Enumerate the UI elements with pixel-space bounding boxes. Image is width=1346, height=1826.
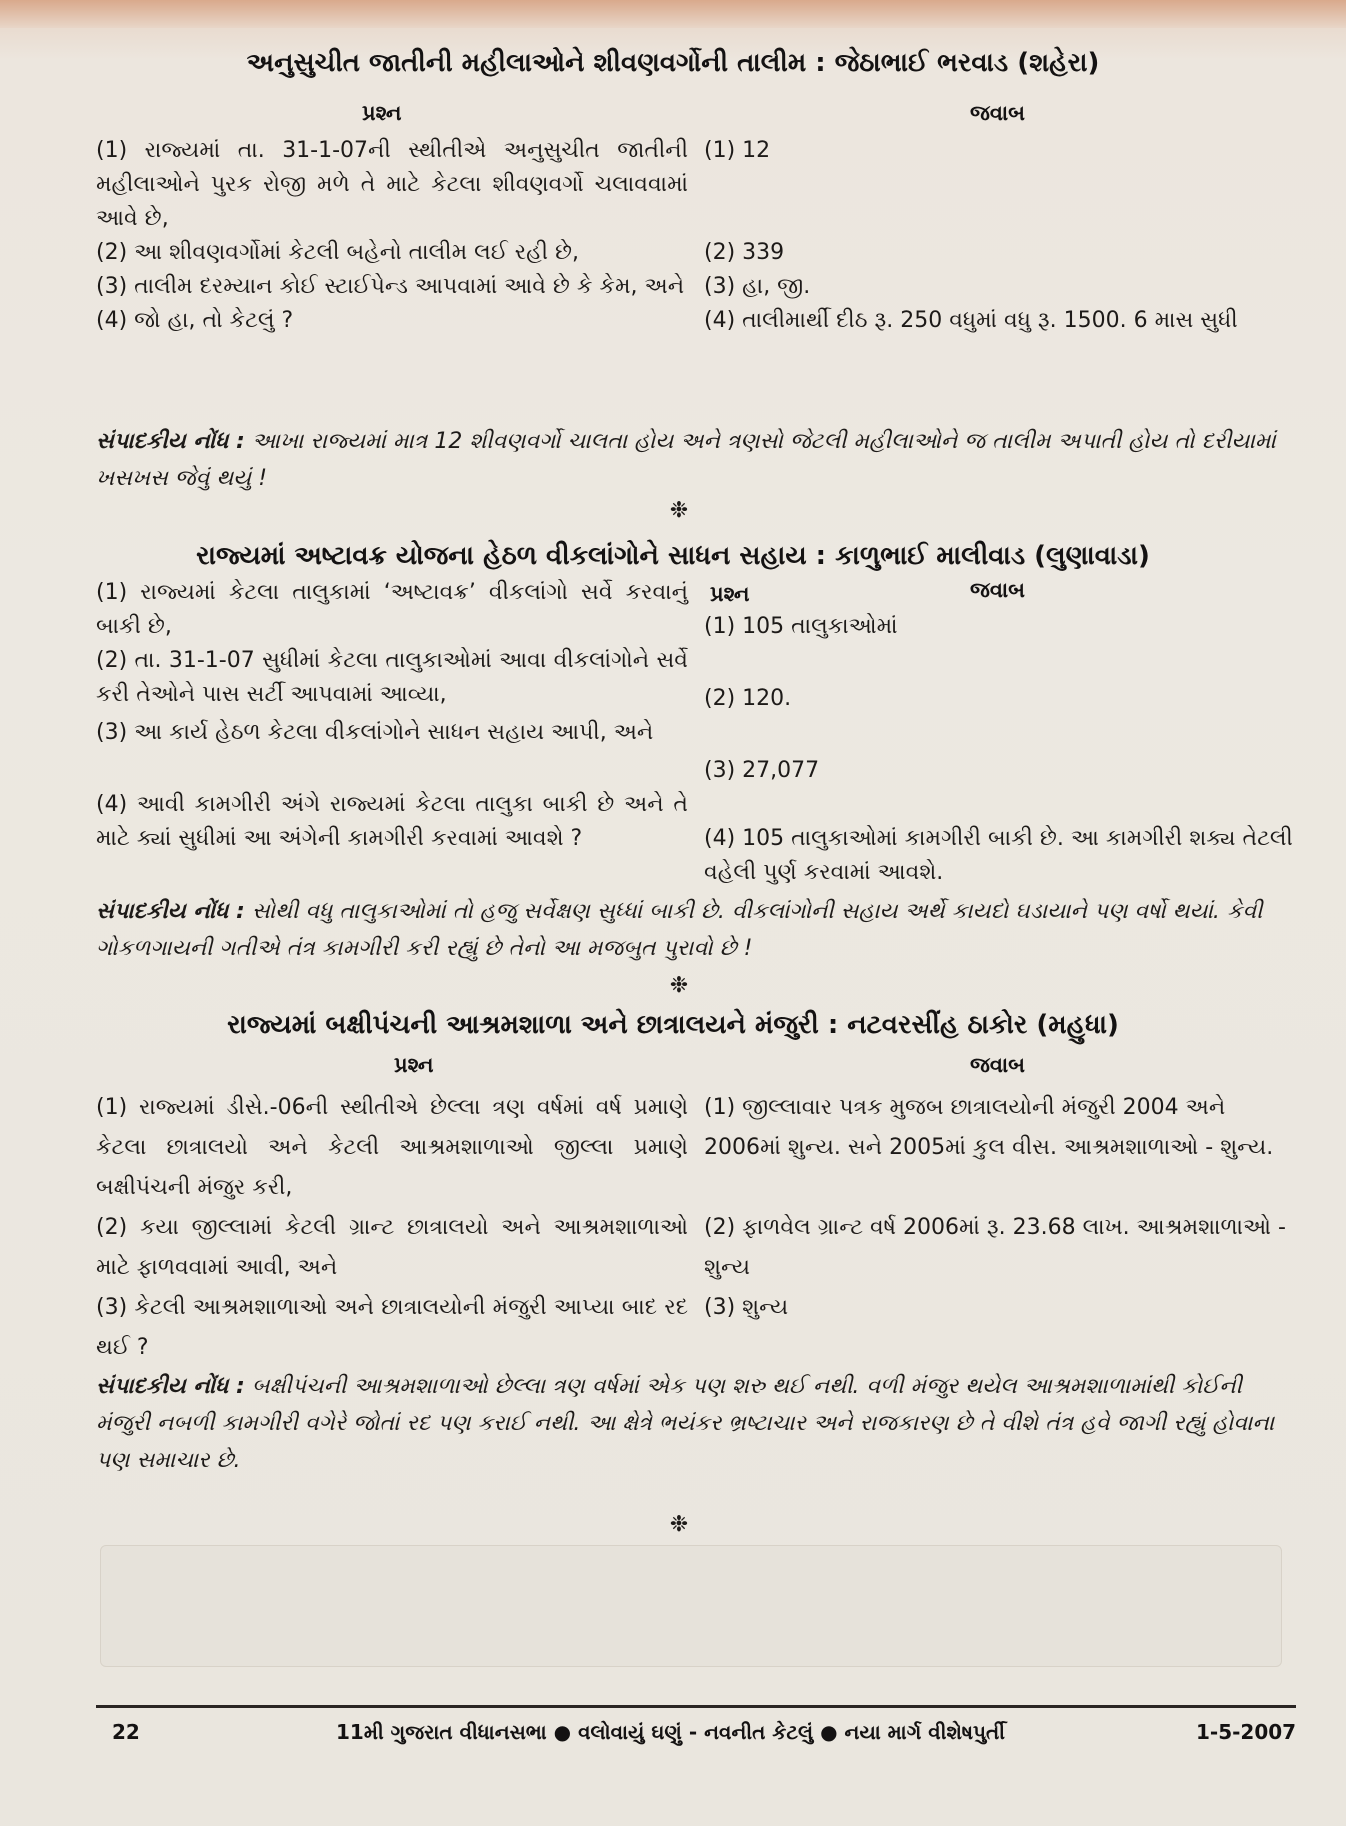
qa-row	[96, 788, 1296, 890]
qa-row	[96, 644, 1296, 716]
question: (2) તા. 31-1-07 સુધીમાં કેટલા તાલુકાઓમાં આવા વીકલાંગોને સર્વે કરી તેઓને પાસ સર્ટી આપવામાં આવ્યા,	[96, 648, 688, 707]
answer: (1) જીલ્લાવાર પત્રક મુજબ છાત્રાલયોની મંજુરી 2004 અને 2006માં શુન્ય. સને 2005માં કુલ વીસ. આશ્રમશાળાઓ - શુન્ય.	[704, 1095, 1274, 1160]
section-3-qa	[96, 1088, 1296, 1368]
show-through-panel	[100, 1545, 1282, 1667]
question: (3) આ કાર્ય હેઠળ કેટલા વીકલાંગોને સાધન સહાય આપી, અને	[96, 720, 654, 745]
answer: (3) હા, જી.	[704, 274, 811, 299]
question: (1) રાજ્યમાં ડીસે.-06ની સ્થીતીએ છેલ્લા ત્રણ વર્ષમાં વર્ષ પ્રમાણે કેટલા છાત્રાલયો અને કેટલી આશ્રમશાળાઓ જીલ્લા પ્રમાણે બક્ષીપંચની મંજુર કરી,	[96, 1095, 688, 1200]
question: (1) રાજ્યમાં કેટલા તાલુકામાં ‘અષ્ટાવક્ર’ વીકલાંગો સર્વે કરવાનું બાકી છે,	[96, 580, 688, 639]
page-number: 22	[112, 1720, 140, 1744]
qa-row	[96, 270, 1296, 304]
editorial-note-text: આખા રાજ્યમાં માત્ર 12 શીવણવર્ગો ચાલતા હોય અને ત્રણસો જેટલી મહીલાઓને જ તાલીમ અપાતી હોય તો દરીયામાં ખસખસ જેવું થયું !	[96, 429, 1276, 491]
page-top-edge	[0, 0, 1346, 28]
qa-row	[96, 1088, 1296, 1208]
question: (3) તાલીમ દરમ્યાન કોઈ સ્ટાઈપેન્ડ આપવામાં આવે છે કે કેમ, અને	[96, 274, 685, 299]
section-2-editorial-note	[96, 893, 1296, 967]
question: (3) કેટલી આશ્રમશાળાઓ અને છાત્રાલયોની મંજુરી આપ્યા બાદ રદ થઈ ?	[96, 1295, 688, 1360]
section-1-title: અનુસુચીત જાતીની મહીલાઓને શીવણવર્ગોની તાલીમ : જેઠાભાઈ ભરવાડ (શહેરા)	[246, 48, 1100, 78]
editorial-note-label: સંપાદકીય નોંધ :	[96, 429, 245, 454]
answer: (3) 27,077	[704, 758, 820, 783]
answer: (3) શુન્ય	[704, 1295, 789, 1320]
section-1-qa	[96, 134, 1296, 338]
question: (2) કયા જીલ્લામાં કેટલી ગ્રાન્ટ છાત્રાલયો અને આશ્રમશાળાઓ માટે ફાળવવામાં આવી, અને	[96, 1215, 688, 1280]
question: (4) આવી કામગીરી અંગે રાજ્યમાં કેટલા તાલુકા બાકી છે અને તે માટે ક્યાં સુધીમાં આ અંગેની કામગીરી કરવામાં આવશે ?	[96, 792, 688, 851]
answer: (1) 105 તાલુકાઓમાં	[704, 614, 898, 639]
footer-publication-title: 11મી ગુજરાત વીધાનસભા ● વલોવાયું ઘણું - નવનીત કેટલું ● નયા માર્ગ વીશેષપુર્તી	[336, 1720, 1006, 1744]
section-3-editorial-note	[96, 1368, 1296, 1479]
qa-row	[96, 1288, 1296, 1368]
answer: (4) તાલીમાર્થી દીઠ રૂ. 250 વધુમાં વધુ રૂ. 1500. 6 માસ સુધી	[704, 308, 1238, 333]
answer: (4) 105 તાલુકાઓમાં કામગીરી બાકી છે. આ કામગીરી શક્ય તેટલી વહેલી પુર્ણ કરવામાં આવશે.	[704, 826, 1293, 885]
editorial-note-label: સંપાદકીય નોંધ :	[96, 1374, 245, 1399]
footer-date: 1-5-2007	[1196, 1720, 1297, 1744]
answer: (2) 339	[704, 240, 785, 265]
footer-rule	[96, 1705, 1296, 1708]
qa-row	[96, 716, 1296, 788]
section-2-answer-header: જવાબ	[970, 578, 1025, 602]
qa-row	[96, 304, 1296, 338]
section-2-title: રાજ્યમાં અષ્ટાવક્ર યોજના હેઠળ વીકલાંગોને સાધન સહાય : કાળુભાઈ માલીવાડ (લુણાવાડા)	[196, 541, 1150, 571]
section-1-question-header: પ્રશ્ન	[362, 101, 402, 125]
answer: (1) 12	[704, 138, 771, 163]
separator-ornament: ❉	[669, 498, 689, 523]
section-3-title: રાજ્યમાં બક્ષીપંચની આશ્રમશાળા અને છાત્રાલયને મંજુરી : નટવરસીંહ ઠાકોર (મહુધા)	[227, 1010, 1119, 1040]
section-1-editorial-note	[96, 423, 1296, 497]
section-1-answer-header: જવાબ	[970, 101, 1025, 125]
section-3-question-header: પ્રશ્ન	[394, 1053, 434, 1077]
qa-row	[96, 576, 1296, 644]
qa-row	[96, 134, 1296, 236]
question: (2) આ શીવણવર્ગોમાં કેટલી બહેનો તાલીમ લઈ રહી છે,	[96, 240, 580, 265]
separator-ornament: ❉	[669, 973, 689, 998]
section-2-question-header: પ્રશ્ન	[710, 582, 750, 606]
answer: (2) 120.	[704, 686, 792, 711]
section-2-qa	[96, 576, 1296, 890]
qa-row	[96, 1208, 1296, 1288]
question: (4) જો હા, તો કેટલું ?	[96, 308, 294, 333]
answer: (2) ફાળવેલ ગ્રાન્ટ વર્ષ 2006માં રૂ. 23.68 લાખ. આશ્રમશાળાઓ - શુન્ય	[704, 1215, 1286, 1280]
editorial-note-label: સંપાદકીય નોંધ :	[96, 899, 245, 924]
section-3-answer-header: જવાબ	[970, 1053, 1025, 1077]
question: (1) રાજ્યમાં તા. 31-1-07ની સ્થીતીએ અનુસુચીત જાતીની મહીલાઓને પુરક રોજી મળે તે માટે કેટલા શીવણવર્ગો ચલાવવામાં આવે છે,	[96, 138, 688, 231]
qa-row	[96, 236, 1296, 270]
editorial-note-text: સોથી વધુ તાલુકાઓમાં તો હજુ સર્વેક્ષણ સુધ્ધાં બાકી છે. વીકલાંગોની સહાય અર્થે કાયદો ઘડાયાને પણ વર્ષો થયાં. કેવી ગોકળગાયની ગતીએ તંત્ર કામગીરી કરી રહ્યું છે તેનો આ મજબુત પુરાવો છે !	[96, 899, 1263, 961]
separator-ornament: ❉	[669, 1512, 689, 1537]
editorial-note-text: બક્ષીપંચની આશ્રમશાળાઓ છેલ્લા ત્રણ વર્ષમાં એક પણ શરુ થઈ નથી. વળી મંજુર થયેલ આશ્રમશાળામાંથી કોઈની મંજુરી નબળી કામગીરી વગેરે જોતાં રદ પણ કરાઈ નથી. આ ક્ષેત્રે ભયંકર ભ્રષ્ટાચાર અને રાજકારણ છે તે વીશે તંત્ર હવે જાગી રહ્યું હોવાના પણ સમાચાર છે.	[96, 1374, 1275, 1473]
